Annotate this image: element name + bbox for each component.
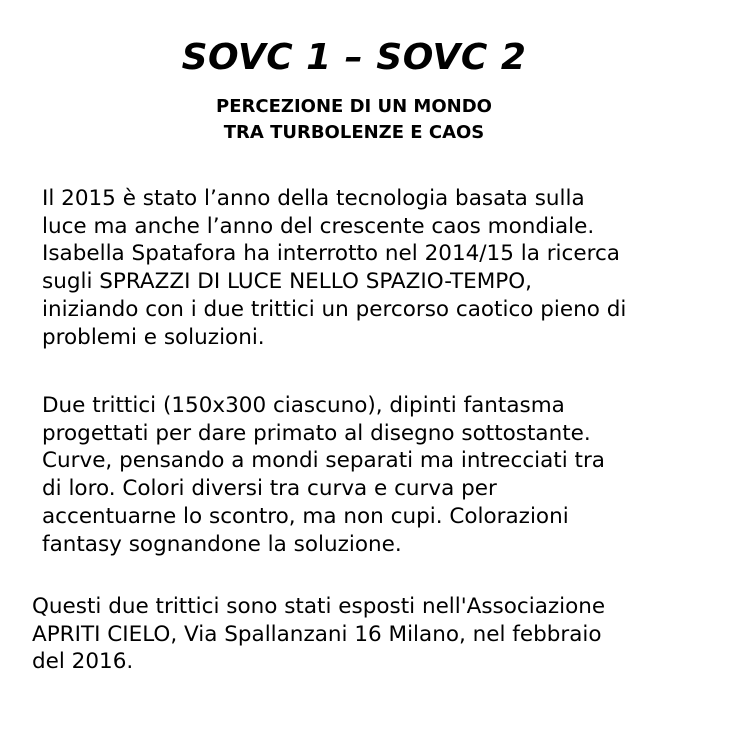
paragraph-line: di loro. Colori diversi tra curva e curva per — [42, 476, 497, 502]
paragraph-line: progettati per dare primato al disegno sottostante. — [42, 420, 591, 446]
paragraph-line: Isabella Spatafora ha interrotto nel 2014/15 la ricerca — [42, 241, 620, 267]
paragraph-line: problemi e soluzioni. — [42, 324, 265, 350]
paragraph-line: Curve, pensando a mondi separati ma intrecciati tra — [42, 448, 605, 474]
document-title: SOVC 1 – SOVC 2 — [181, 37, 527, 78]
paragraph-line: Questi due trittici sono stati esposti nell'Associazione — [32, 594, 606, 619]
paragraph-description — [42, 392, 605, 558]
paragraph-line: sugli SPRAZZI DI LUCE NELLO SPAZIO-TEMPO, — [42, 269, 533, 295]
paragraph-line: Due trittici (150x300 ciascuno), dipinti fantasma — [42, 393, 565, 418]
paragraph-line: Il 2015 è stato l’anno della tecnologia basata sulla — [42, 186, 585, 211]
paragraph-line: del 2016. — [32, 649, 134, 675]
paragraph-intro — [42, 185, 626, 351]
subtitle-line-1: PERCEZIONE DI UN MONDO — [216, 96, 492, 117]
paragraph-line: luce ma anche l’anno del crescente caos mondiale. — [42, 213, 595, 239]
paragraph-exhibition — [32, 593, 605, 676]
paragraph-line: iniziando con i due trittici un percorso caotico pieno di — [42, 296, 627, 322]
paragraph-line: accentuarne lo scontro, ma non cupi. Colorazioni — [42, 503, 569, 529]
subtitle-line-2: TRA TURBOLENZE E CAOS — [223, 122, 485, 143]
paragraph-line: APRITI CIELO, Via Spallanzani 16 Milano, nel febbraio — [32, 621, 602, 647]
paragraph-line: fantasy sognandone la soluzione. — [42, 531, 402, 557]
